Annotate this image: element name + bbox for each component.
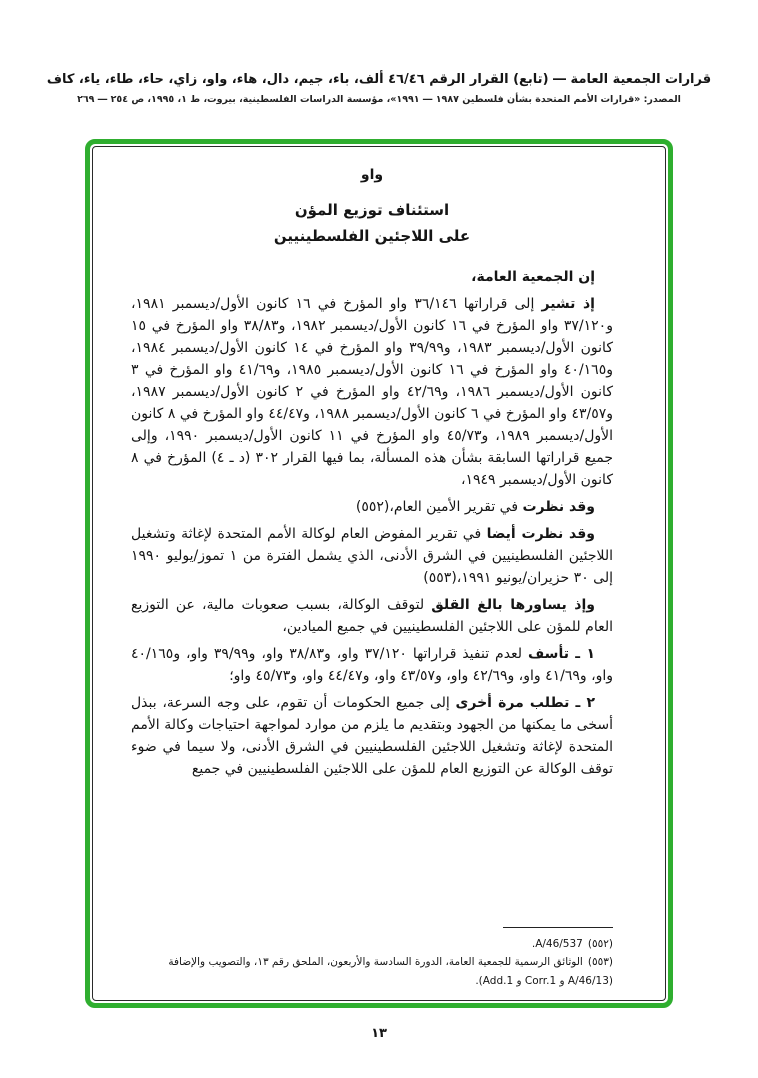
page-number: ١٣ xyxy=(371,1026,387,1041)
footnote-text: A/46/537. xyxy=(531,937,583,950)
paragraph-deeply-concerned xyxy=(131,594,613,638)
paragraph-operative-1 xyxy=(131,643,613,687)
paragraph-considered-sg-report xyxy=(131,496,613,518)
resolution-title xyxy=(131,197,613,250)
footnotes-section xyxy=(131,927,613,990)
footnote-marker: (٥٥٣) xyxy=(587,956,613,969)
paragraph-lead: وإذ يساورها بالغ القلق xyxy=(431,596,595,613)
paragraph-lead: وقد نظرت أيضا xyxy=(486,525,595,542)
green-border-frame xyxy=(85,139,673,1008)
paragraph-preamble-opening xyxy=(131,266,613,288)
paragraph-lead: إذ تشير xyxy=(541,295,595,312)
paragraph-text: إلى جميع الحكومات أن تقوم، على وجه السرعة، ببذل أسخى ما يمكنها من الجهود وبتقديم ما يلزم من موارد لمواجهة احتياجات وكالة الأمم المتحدة لإغاثة وتشغيل اللاجئين الفلسطينيين في الشرق الأدنى، ولا سيما في ضوء توقف الوكالة عن التوزيع العام للمؤن على اللاجئين الفلسطينيين في جميع xyxy=(131,694,613,777)
resolution-title-line2: على اللاجئين الفلسطينيين xyxy=(273,227,471,246)
paragraph-text: لعدم تنفيذ قراراتها ٣٧/١٢٠ واو، و٣٨/٨٣ واو، و٣٩/٩٩ واو، و٤٠/١٦٥ واو، و٤١/٦٩ واو، و٤٢/٦٩ واو، و٤٣/٥٧ واو، و٤٤/٤٧ واو، و٤٥/٧٣ واو؛ xyxy=(131,645,613,684)
paragraph-lead: ٢ ـ تطلب مرة أخرى xyxy=(455,694,596,711)
paragraph-considered-unrwa-report xyxy=(131,523,613,589)
resolution-title-line1: استئناف توزيع المؤن xyxy=(294,201,450,219)
footnote-553 xyxy=(131,953,613,990)
paragraph-lead: ١ ـ تأسف xyxy=(528,645,595,662)
paragraph-lead: إن الجمعية العامة، xyxy=(471,268,595,285)
paragraph-text: في تقرير المفوض العام لوكالة الأمم المتحدة لإغاثة وتشغيل اللاجئين الفلسطينيين في الشرق الأدنى، الذي يشمل الفترة من ١ تموز/يوليو ١٩٩٠ إلى ٣٠ حزيران/يونيو ١٩٩١،(٥٥٣) xyxy=(131,525,613,586)
section-letter: واو xyxy=(360,167,384,183)
footnote-text: الوثائق الرسمية للجمعية العامة، الدورة السادسة والأربعون، الملحق رقم ١٣، والتصويب والإضافة (A/46/13 و Corr.1 و Add.1). xyxy=(168,956,613,987)
paragraph-recalling-resolutions xyxy=(131,293,613,491)
footnote-marker: (٥٥٢) xyxy=(587,937,613,950)
page-header xyxy=(30,72,728,105)
inner-black-frame xyxy=(92,146,666,1001)
paragraph-text: إلى قراراتها ٣٦/١٤٦ واو المؤرخ في ١٦ كانون الأول/ديسمبر ١٩٨١، و٣٧/١٢٠ واو المؤرخ في ١٦ كانون الأول/ديسمبر ١٩٨٢، و٣٨/٨٣ واو المؤرخ في ١٥ كانون الأول/ديسمبر ١٩٨٣، و٣٩/٩٩ واو المؤرخ في ١٤ كانون الأول/ديسمبر ١٩٨٤، و٤٠/١٦٥ واو المؤرخ في ١٦ كانون الأول/ديسمبر ١٩٨٥، و٤١/٦٩ واو المؤرخ في ٣ كانون الأول/ديسمبر ١٩٨٦، و٤٢/٦٩ واو المؤرخ في ٢ كانون الأول/ديسمبر ١٩٨٧، و٤٣/٥٧ واو المؤرخ في ٦ كانون الأول/ديسمبر ١٩٨٨، و٤٤/٤٧ واو المؤرخ في ٨ كانون الأول/ديسمبر ١٩٨٩، و٤٥/٧٣ واو المؤرخ في ١١ كانون الأول/ديسمبر ١٩٩٠، وإلى جميع قراراتها السابقة بشأن هذه المسألة، بما فيها القرار ٣٠٢ (د ـ ٤) المؤرخ في ٨ كانون الأول/ديسمبر ١٩٤٩، xyxy=(131,295,613,488)
paragraph-text: في تقرير الأمين العام،(٥٥٢) xyxy=(355,498,523,515)
header-title: قرارات الجمعية العامة ― (تابع) القرار الرقم ٤٦/٤٦ ألف، باء، جيم، دال، هاء، واو، زاي، حاء، طاء، ياء، كاف xyxy=(46,72,712,87)
footnote-552 xyxy=(131,935,613,953)
paragraph-lead: وقد نظرت xyxy=(522,498,595,515)
paragraph-text: لتوقف الوكالة، بسبب صعوبات مالية، عن التوزيع العام للمؤن على اللاجئين الفلسطينيين في جميع الميادين، xyxy=(131,596,613,635)
header-source-line: المصدر: «قرارات الأمم المتحدة بشأن فلسطين ١٩٨٧ ― ١٩٩١»، مؤسسة الدراسات الفلسطينية، بيروت، ط ١، ١٩٩٥، ص ٢٥٤ ― ٢٦٩ xyxy=(77,94,681,105)
paragraph-operative-2 xyxy=(131,692,613,780)
footnote-separator-rule xyxy=(503,927,613,928)
